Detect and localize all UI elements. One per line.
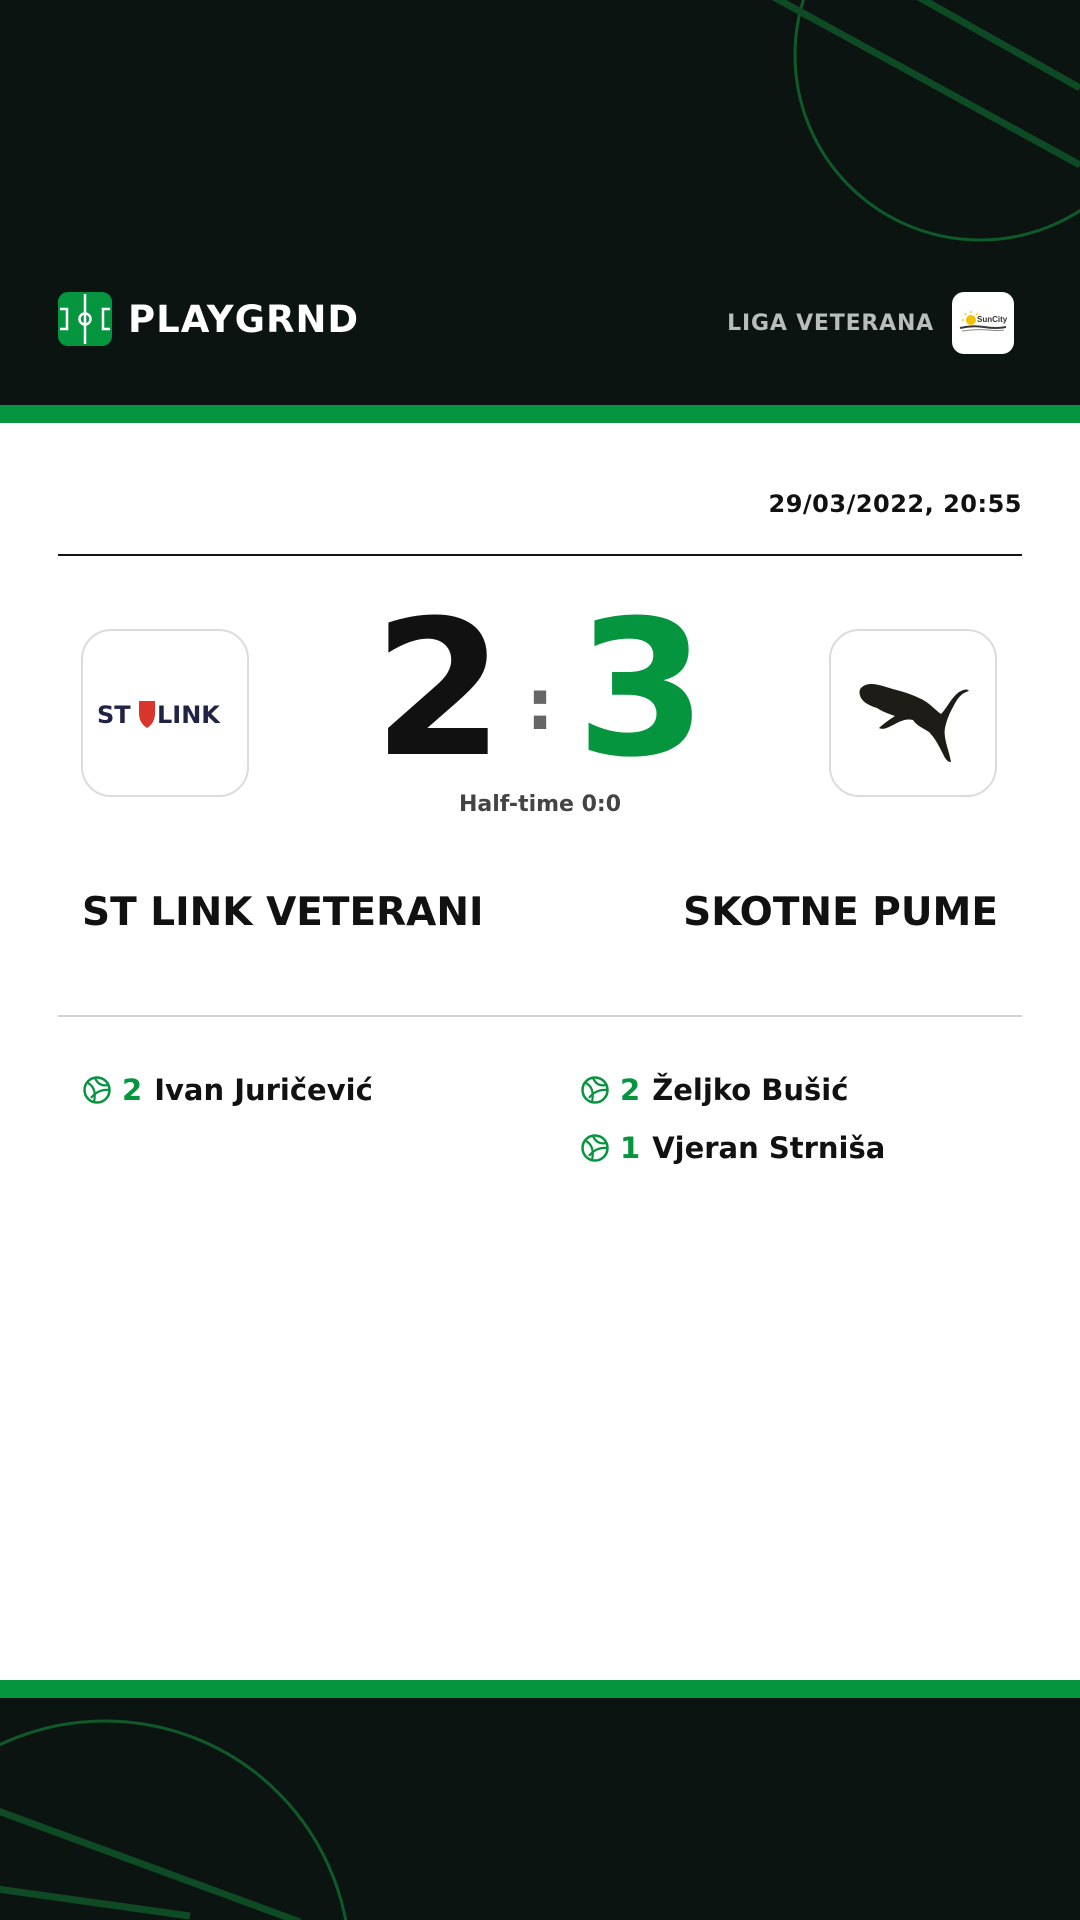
scoreboard — [340, 580, 740, 799]
player-name: Vjeran Strniša — [652, 1131, 886, 1165]
league-name: LIGA VETERANA — [727, 310, 934, 336]
home-team-logo — [81, 629, 249, 797]
stlink-logo-icon — [97, 693, 233, 733]
soccer-ball-icon — [580, 1133, 610, 1163]
svg-text:SunCity: SunCity — [977, 315, 1008, 324]
list-item — [82, 1067, 522, 1113]
suncity-logo-icon — [958, 308, 1008, 338]
divider — [58, 554, 1022, 556]
pitch-lines-decoration — [0, 1698, 1080, 1920]
list-item — [580, 1067, 1020, 1113]
list-item — [580, 1125, 1020, 1171]
footer-accent-bar — [0, 1680, 1080, 1698]
brand — [58, 292, 359, 346]
goal-count: 2 — [122, 1073, 143, 1107]
halftime-score: Half-time 0:0 — [458, 792, 622, 817]
league-logo — [952, 292, 1014, 354]
svg-text:LINK: LINK — [157, 701, 220, 729]
away-team-logo — [829, 629, 997, 797]
divider — [58, 1015, 1022, 1017]
header — [0, 0, 1080, 405]
soccer-ball-icon — [580, 1075, 610, 1105]
home-score: 2 — [373, 580, 504, 799]
home-scorers — [82, 1067, 522, 1125]
footer — [0, 1698, 1080, 1920]
league-info — [727, 292, 1014, 354]
home-team-name: ST LINK VETERANI — [82, 890, 484, 935]
svg-text:ST: ST — [97, 701, 131, 729]
soccer-field-icon — [58, 292, 112, 346]
goal-count: 2 — [620, 1073, 641, 1107]
header-accent-bar — [0, 405, 1080, 423]
player-name: Ivan Juričević — [154, 1073, 373, 1107]
goal-count: 1 — [620, 1131, 641, 1165]
away-scorers — [580, 1067, 1020, 1183]
brand-name: PLAYGRND — [128, 297, 360, 341]
puma-icon — [853, 658, 973, 768]
away-score: 3 — [576, 580, 707, 799]
score-separator: : — [526, 664, 554, 746]
away-team-name: SKOTNE PUME — [683, 890, 998, 935]
match-datetime: 29/03/2022, 20:55 — [768, 490, 1022, 518]
soccer-ball-icon — [82, 1075, 112, 1105]
player-name: Željko Bušić — [652, 1073, 849, 1107]
